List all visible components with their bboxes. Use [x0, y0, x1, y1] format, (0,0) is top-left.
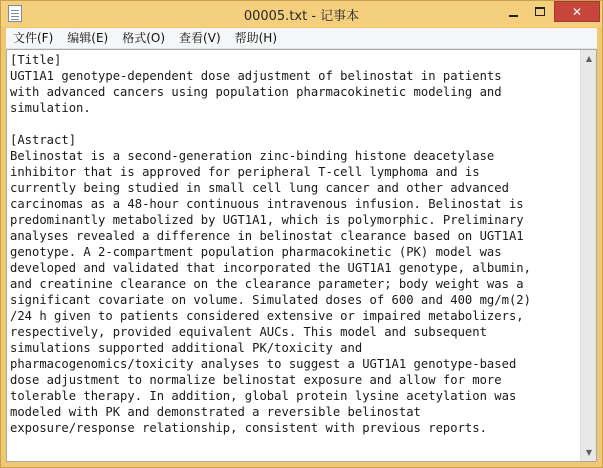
text-line: currently being studied in small cell lung cancer and other advanced — [10, 181, 509, 195]
text-line: respectively, provided equivalent AUCs. This model and subsequent — [10, 325, 487, 339]
menu-bar — [6, 28, 597, 49]
minimize-button[interactable] — [500, 1, 527, 22]
text-line: modeled with PK and demonstrated a reversible belinostat — [10, 405, 421, 419]
menu-help[interactable]: 帮助(H) — [234, 30, 278, 45]
text-line: pharmacogenomics/toxicity analyses to suggest a UGT1A1 genotype-based — [10, 357, 517, 371]
text-line: predominantly metabolized by UGT1A1, which is polymorphic. Preliminary — [10, 213, 524, 227]
text-line: dose adjustment to normalize belinostat exposure and allow for more — [10, 373, 502, 387]
text-line: analyses revealed a difference in belinostat clearance based on UGT1A1 — [10, 229, 524, 243]
text-line: carcinomas as a 48-hour continuous intravenous infusion. Belinostat is — [10, 197, 524, 211]
text-line: Belinostat is a second-generation zinc-binding histone deacetylase — [10, 149, 495, 163]
text-line: with advanced cancers using population pharmacokinetic modeling and — [10, 85, 502, 99]
text-line: [Title] — [10, 53, 62, 67]
text-line: tolerable therapy. In addition, global protein lysine acetylation was — [10, 389, 517, 403]
maximize-button[interactable] — [527, 1, 553, 22]
close-icon: ✕ — [571, 4, 583, 19]
text-line: exposure/response relationship, consistent with previous reports. — [10, 421, 487, 435]
blank-line — [10, 116, 580, 132]
menu-format[interactable]: 格式(O) — [122, 30, 166, 45]
text-editor[interactable] — [6, 49, 597, 462]
minimize-icon — [509, 15, 518, 17]
vertical-scrollbar[interactable] — [580, 50, 596, 461]
text-line: UGT1A1 genotype-dependent dose adjustment of belinostat in patients — [10, 69, 502, 83]
text-line: simulation. — [10, 101, 91, 115]
title-bar[interactable] — [1, 1, 602, 27]
text-line: genotype. A 2-compartment population pharmacokinetic (PK) model was — [10, 245, 502, 259]
text-line: developed and validated that incorporated the UGT1A1 genotype, albumin, — [10, 261, 531, 275]
scroll-down-icon[interactable]: ▼ — [585, 448, 593, 457]
menu-view[interactable]: 查看(V) — [179, 30, 221, 45]
maximize-icon — [535, 7, 545, 16]
text-line: and creatinine clearance on the clearance parameter; body weight was a — [10, 277, 524, 291]
text-line: /24 h given to patients considered extensive or impaired metabolizers, — [10, 309, 524, 323]
text-line: inhibitor that is approved for peripheral T-cell lymphoma and is — [10, 165, 480, 179]
window-title: 00005.txt - 记事本 — [243, 9, 360, 24]
document-text[interactable] — [10, 52, 580, 458]
menu-edit[interactable]: 编辑(E) — [67, 30, 109, 45]
text-line: simulations supported additional PK/toxicity and — [10, 341, 363, 355]
menu-file[interactable]: 文件(F) — [13, 30, 54, 45]
scroll-up-icon[interactable]: ▲ — [585, 54, 593, 63]
text-line: significant covariate on volume. Simulated doses of 600 and 400 mg/m(2) — [10, 293, 531, 307]
text-line: [Astract] — [10, 133, 77, 147]
close-button[interactable] — [554, 1, 600, 22]
